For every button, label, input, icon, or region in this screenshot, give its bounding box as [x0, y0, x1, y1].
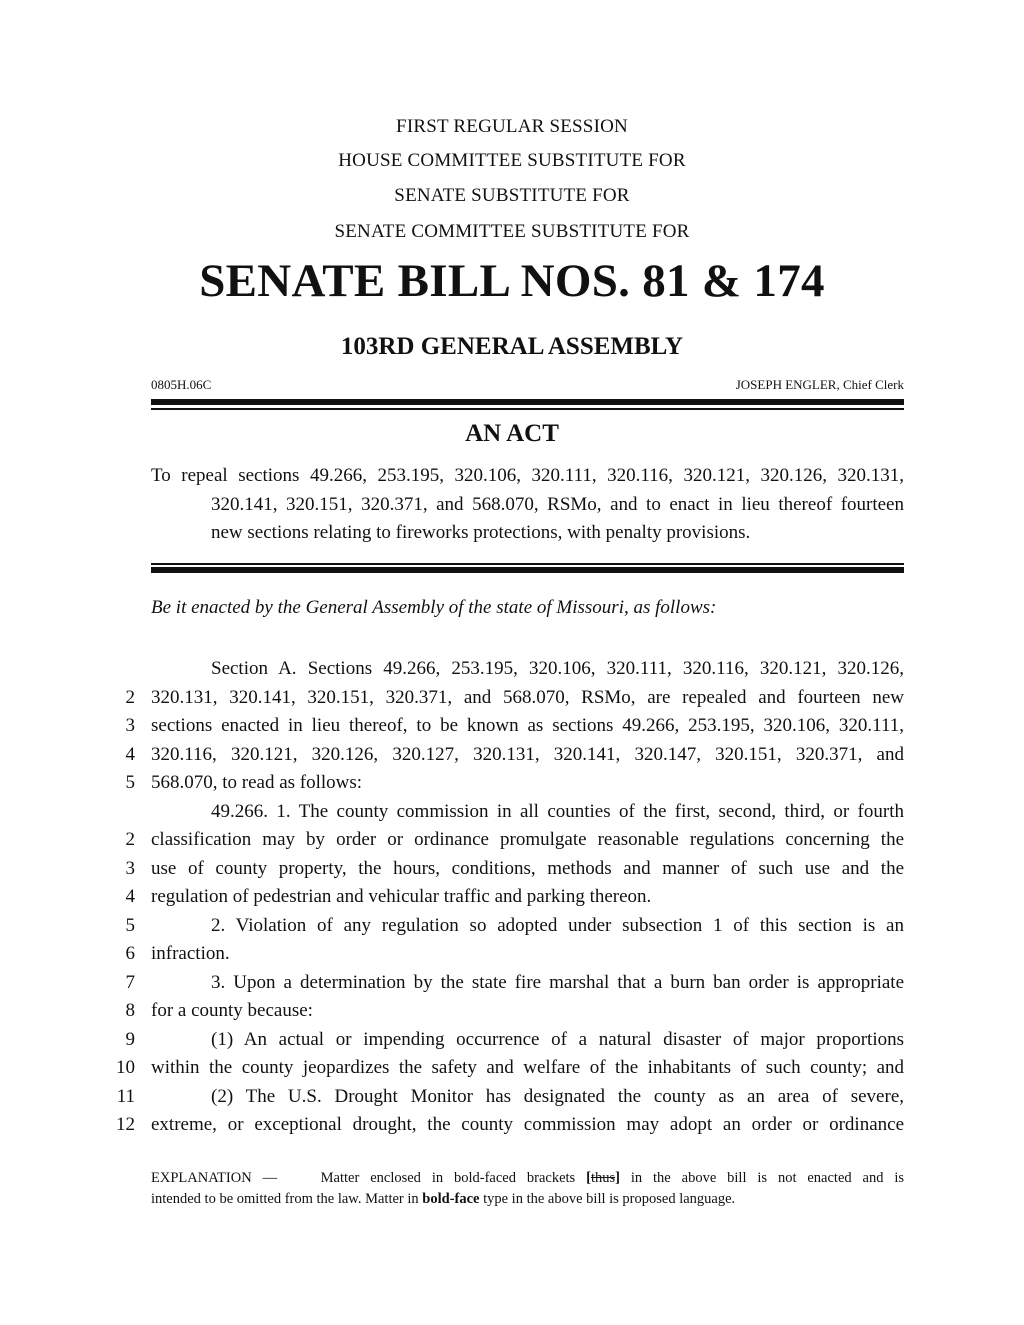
line-text: extreme, or exceptional drought, the county commission may adopt an order or ordinance — [151, 1114, 904, 1135]
line-number: 7 — [125, 971, 135, 993]
session-line: FIRST REGULAR SESSION — [396, 116, 628, 137]
line-text: sections enacted in lieu thereof, to be known as sections 49.266, 253.195, 320.106, 320.111, — [151, 715, 904, 736]
body-line — [125, 855, 904, 883]
explanation-text-2a: intended to be omitted from the law. Matter in — [151, 1191, 419, 1207]
body-line — [125, 684, 904, 712]
bracket-open: [ — [586, 1170, 591, 1186]
bill-title: SENATE BILL NOS. 81 & 174 — [199, 255, 825, 307]
line-number: 2 — [125, 829, 135, 850]
body-line — [116, 1083, 904, 1111]
substitute-line-2: SENATE SUBSTITUTE FOR — [394, 185, 630, 206]
line-text: regulation of pedestrian and vehicular traffic and parking thereon. — [151, 886, 652, 907]
line-number: 8 — [125, 1000, 135, 1021]
substitute-line-1: HOUSE COMMITTEE SUBSTITUTE FOR — [338, 150, 686, 171]
bracket-close: ] — [615, 1170, 620, 1186]
act-title-line-1: To repeal sections 49.266, 253.195, 320.106, 320.111, 320.116, 320.121, 320.126, 320.131, — [151, 465, 904, 486]
body-line — [125, 969, 904, 997]
act-title-line-3: new sections relating to fireworks protections, with penalty provisions. — [211, 522, 751, 543]
body-line — [125, 1026, 904, 1054]
chief-clerk: JOSEPH ENGLER, Chief Clerk — [735, 377, 904, 392]
explanation-text-1a: Matter enclosed in bold-faced brackets — [320, 1170, 576, 1186]
line-number: 11 — [116, 1085, 135, 1107]
bold-face-example: bold-face — [422, 1191, 480, 1207]
line-text: 3. Upon a determination by the state fire marshal that a burn ban order is appropriate — [211, 971, 904, 993]
act-title-line-2: 320.141, 320.151, 320.371, and 568.070, RSMo, and to enact in lieu thereof fourteen — [211, 493, 904, 515]
line-text: 49.266. 1. The county commission in all counties of the first, second, third, or fourth — [211, 800, 904, 822]
top-rule-thin — [151, 408, 904, 410]
enacting-clause: Be it enacted by the General Assembly of the state of Missouri, as follows: — [151, 597, 717, 618]
line-text: for a county because: — [151, 1000, 313, 1021]
line-text: 320.131, 320.141, 320.151, 320.371, and 568.070, RSMo, are repealed and fourteen new — [151, 686, 904, 708]
explanation-footer — [151, 1168, 904, 1210]
body-line — [125, 912, 904, 940]
line-text: use of county property, the hours, conditions, methods and manner of such use and the — [151, 857, 904, 879]
explanation-text-1b: in the above bill is not enacted and is — [630, 1170, 905, 1186]
line-number: 12 — [116, 1114, 135, 1135]
document-code: 0805H.06C — [151, 377, 212, 392]
top-rule-thick — [151, 399, 904, 405]
explanation-text-2b: type in the above bill is proposed language. — [483, 1191, 736, 1207]
substitute-line-3: SENATE COMMITTEE SUBSTITUTE FOR — [334, 221, 690, 242]
body-line — [125, 741, 904, 769]
body-line — [125, 712, 904, 740]
bracket-example: thus — [590, 1170, 616, 1186]
line-text: classification may by order or ordinance promulgate reasonable regulations concerning the — [151, 829, 904, 850]
bottom-rule-thin — [151, 563, 904, 565]
act-heading: AN ACT — [465, 420, 559, 447]
assembly-heading: 103RD GENERAL ASSEMBLY — [340, 333, 684, 360]
line-number: 5 — [125, 914, 135, 936]
line-text: (1) An actual or impending occurrence of a natural disaster of major proportions — [211, 1028, 904, 1050]
body-line — [151, 798, 904, 826]
body-line — [151, 655, 904, 683]
body-line — [125, 940, 904, 968]
bottom-rule-thick — [151, 567, 904, 573]
body-line — [116, 1111, 904, 1139]
line-text: (2) The U.S. Drought Monitor has designated the county as an area of severe, — [211, 1085, 904, 1107]
body-line — [125, 826, 904, 854]
body-line — [125, 883, 904, 911]
line-number: 2 — [125, 686, 135, 708]
line-text: 320.116, 320.121, 320.126, 320.127, 320.131, 320.141, 320.147, 320.151, 320.371, and — [151, 743, 904, 765]
line-number: 9 — [125, 1028, 135, 1050]
act-title — [151, 462, 904, 548]
line-number: 6 — [125, 943, 135, 964]
line-text: within the county jeopardizes the safety and welfare of the inhabitants of such county; and — [151, 1057, 904, 1078]
line-number: 10 — [116, 1057, 135, 1078]
explanation-line-1 — [151, 1168, 904, 1189]
line-number: 4 — [125, 743, 135, 765]
line-number: 4 — [125, 886, 135, 907]
line-number: 3 — [125, 857, 135, 879]
line-number: 5 — [125, 772, 135, 793]
body-line — [125, 769, 904, 797]
line-text: 2. Violation of any regulation so adopted under subsection 1 of this section is an — [211, 914, 904, 936]
line-text: infraction. — [151, 943, 230, 964]
line-text: Section A. Sections 49.266, 253.195, 320.106, 320.111, 320.116, 320.121, 320.126, — [211, 658, 904, 679]
explanation-line-2 — [151, 1189, 904, 1210]
line-text: 568.070, to read as follows: — [151, 772, 363, 793]
body-line — [125, 997, 904, 1025]
explanation-label: EXPLANATION — — [151, 1170, 278, 1186]
line-number: 3 — [125, 715, 135, 736]
body-line — [116, 1054, 904, 1082]
